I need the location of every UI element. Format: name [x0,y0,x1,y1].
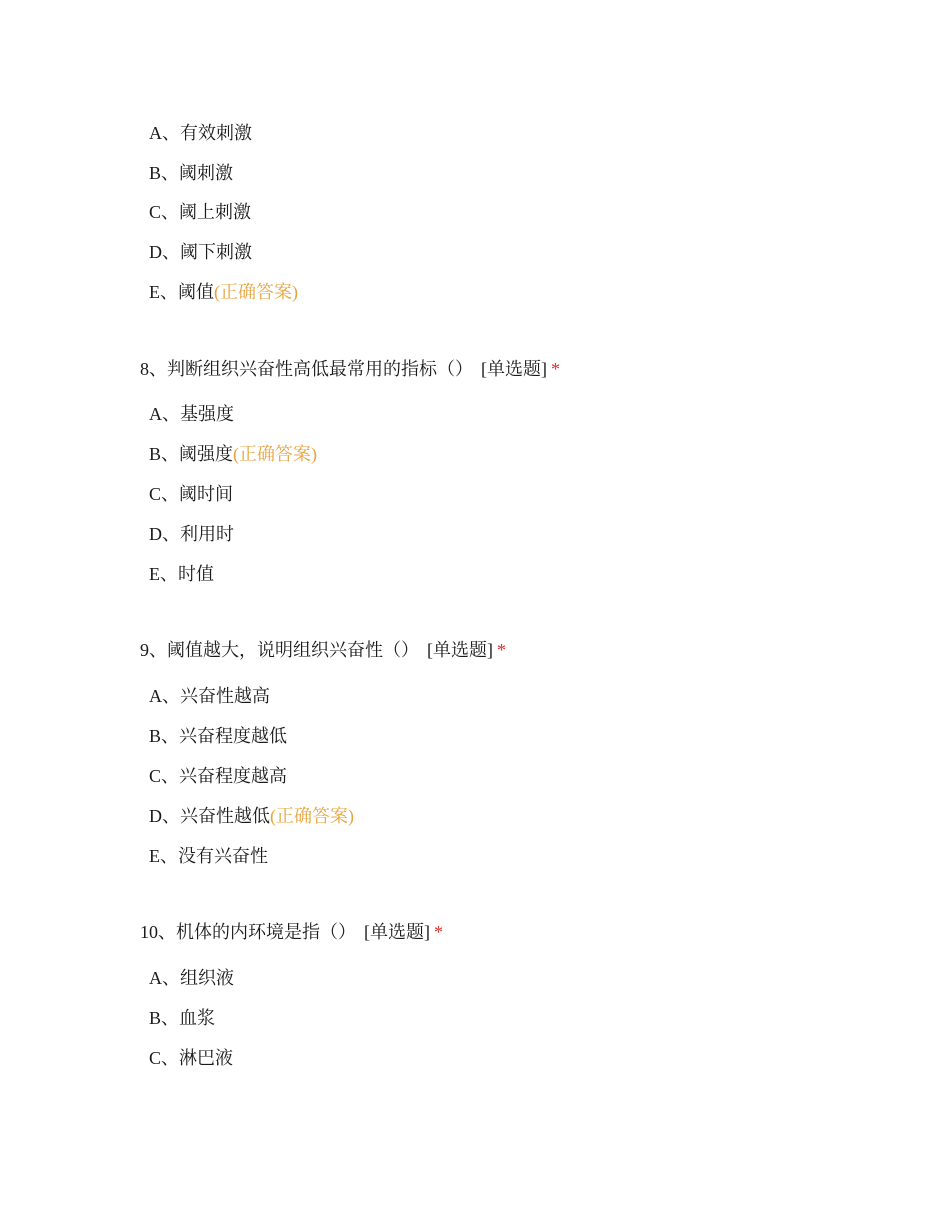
option-label: D、利用时 [149,524,234,544]
option-item [149,161,233,185]
question-title [140,357,560,381]
question-type: [单选题] [427,640,493,660]
option-label: E、时值 [149,564,214,584]
question-title [140,638,506,662]
option-label: B、兴奋程度越低 [149,726,288,746]
option-label: A、组织液 [149,968,234,988]
option-item [149,844,268,868]
option-label: E、阈值 [149,282,214,302]
option-label: C、阈上刺激 [149,202,252,222]
question-type: [单选题] [481,359,547,379]
option-label: C、阈时间 [149,484,234,504]
question-title [140,920,443,944]
option-item [149,724,287,748]
question-type: [单选题] [364,922,430,942]
option-item [149,482,233,506]
option-label: E、没有兴奋性 [149,846,268,866]
option-item [149,684,270,708]
option-item [149,240,252,264]
correct-answer-tag: (正确答案) [214,282,298,302]
option-label: D、兴奋性越低 [149,806,270,826]
required-mark: * [551,359,560,379]
question-text: 9、阈值越大，说明组织兴奋性（） [140,640,419,660]
option-item [149,804,354,828]
option-label: B、阈刺激 [149,163,234,183]
option-label: C、淋巴液 [149,1048,234,1068]
option-item [149,442,317,466]
option-label: B、阈强度 [149,444,234,464]
option-label: A、基强度 [149,404,234,424]
option-item [149,121,252,145]
option-item [149,402,234,426]
option-item [149,1046,233,1070]
required-mark: * [434,922,443,942]
required-mark: * [497,640,506,660]
option-item [149,522,234,546]
option-label: C、兴奋程度越高 [149,766,288,786]
option-label: A、有效刺激 [149,123,252,143]
option-label: A、兴奋性越高 [149,686,270,706]
option-item [149,280,298,304]
option-label: B、血浆 [149,1008,216,1028]
option-item [149,562,214,586]
option-label: D、阈下刺激 [149,242,252,262]
correct-answer-tag: (正确答案) [233,444,318,464]
question-text: 8、判断组织兴奋性高低最常用的指标（） [140,359,473,379]
option-item [149,200,251,224]
option-item [149,764,287,788]
option-item [149,966,234,990]
option-item [149,1006,215,1030]
question-text: 10、机体的内环境是指（） [140,922,356,942]
correct-answer-tag: (正确答案) [270,806,354,826]
